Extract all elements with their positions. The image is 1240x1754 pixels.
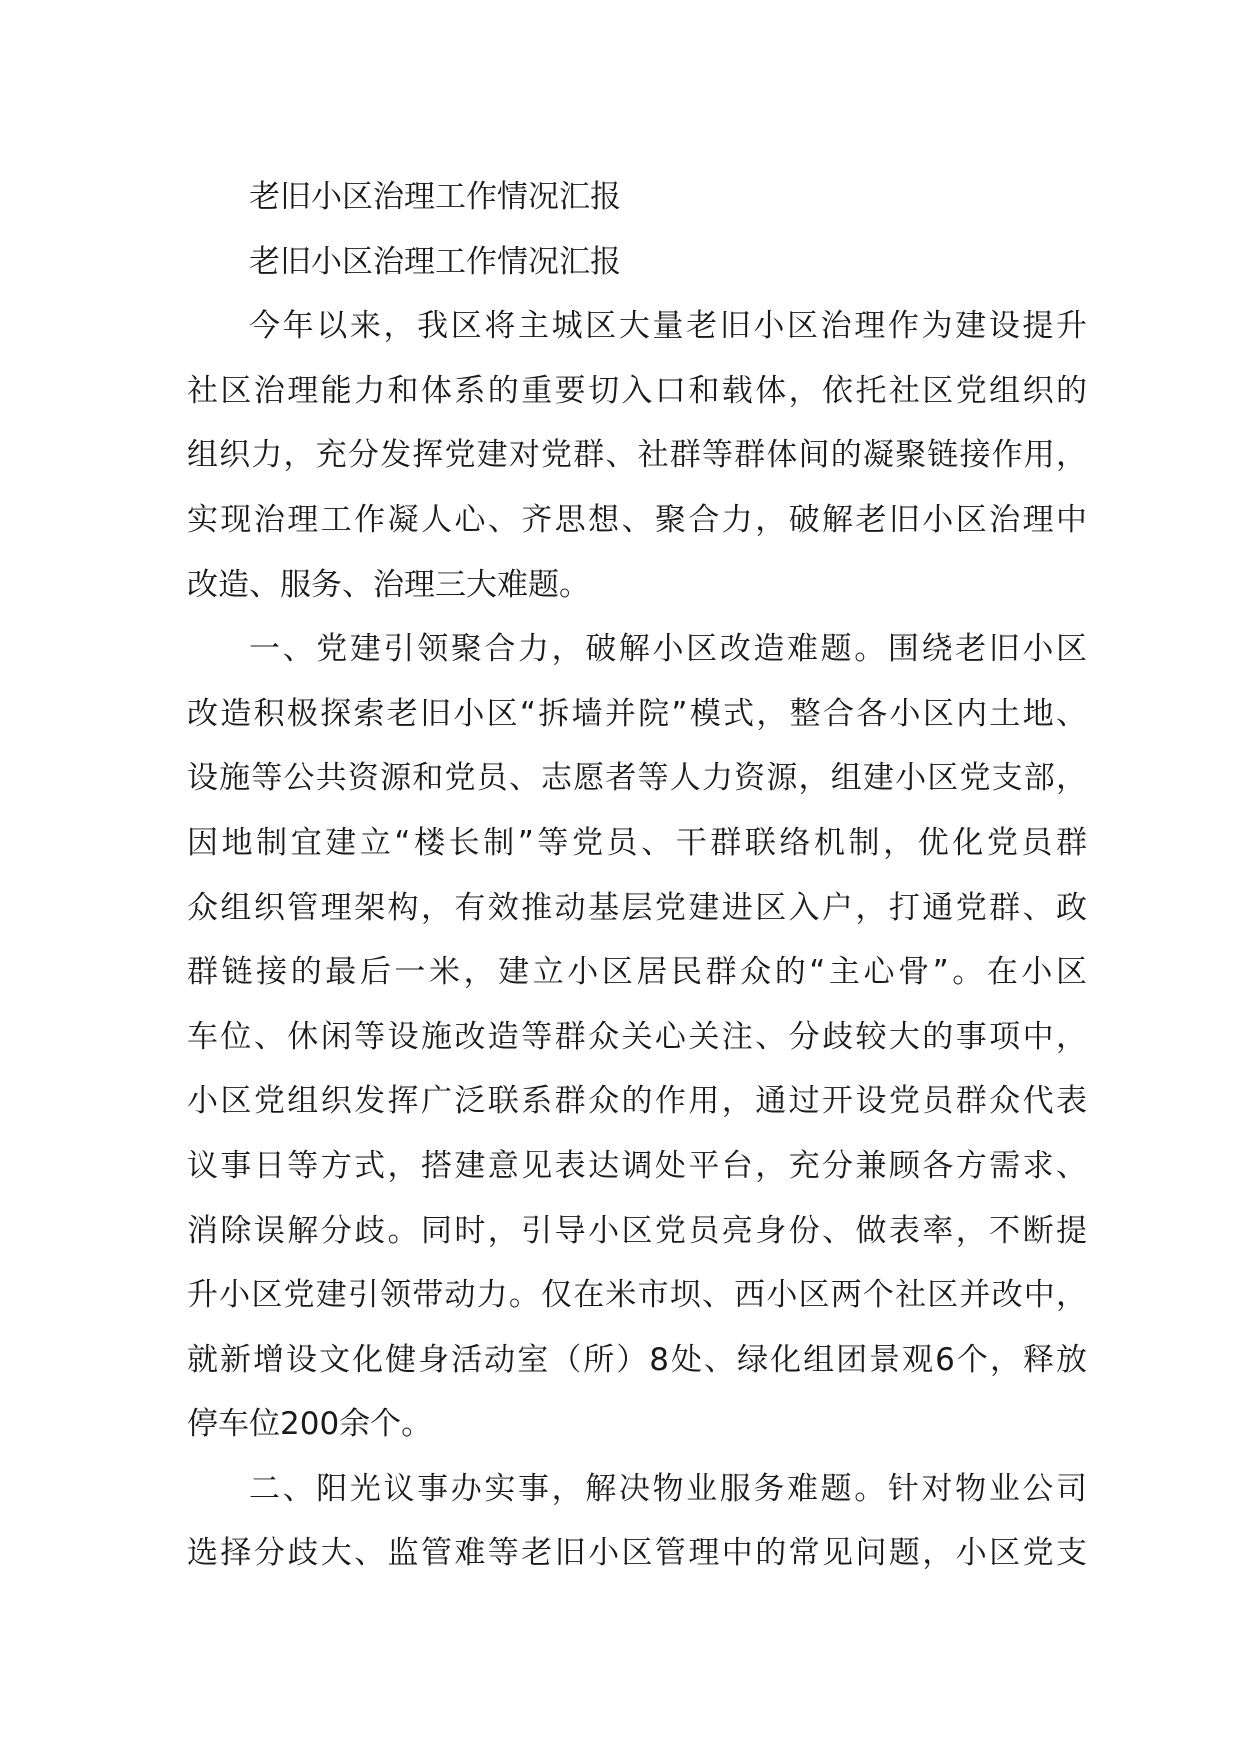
paragraph-section-1 [187,617,1087,1457]
text-line: 改造、服务、治理三大难题。 [187,566,590,603]
text-line: 社区治理能力和体系的重要切入口和载体，依托社区党组织的 [187,372,1087,409]
text-line: 选择分歧大、监管难等老旧小区管理中的常见问题，小区党支 [187,1535,1087,1572]
text-line: 消除误解分歧。同时，引导小区党员亮身份、做表率，不断提 [187,1212,1087,1249]
text-line: 车位、休闲等设施改造等群众关心关注、分歧较大的事项中， [187,1018,1087,1055]
text-line: 小区党组织发挥广泛联系群众的作用，通过开设党员群众代表 [187,1083,1087,1120]
text-line: 因地制宜建立“楼长制”等党员、干群联络机制，优化党员群 [187,824,1087,861]
text-line: 群链接的最后一米，建立小区居民群众的“主心骨”。在小区 [187,954,1087,991]
text-line: 就新增设文化健身活动室（所）8处、绿化组团景观6个，释放 [187,1341,1087,1378]
text-line: 停车位200余个。 [187,1406,433,1443]
text-line: 二、阳光议事办实事，解决物业服务难题。针对物业公司 [249,1470,1087,1507]
text-line: 众组织管理架构，有效推动基层党建进区入户，打通党群、政 [187,889,1087,926]
text-line: 实现治理工作凝人心、齐思想、聚合力，破解老旧小区治理中 [187,501,1087,538]
paragraph-section-2 [187,1457,1087,1586]
text-line: 设施等公共资源和党员、志愿者等人力资源，组建小区党支部， [187,760,1087,797]
document-title: 老旧小区治理工作情况汇报 [249,179,621,215]
paragraph-intro [187,294,1087,617]
text-line: 一、党建引领聚合力，破解小区改造难题。围绕老旧小区 [249,631,1087,668]
document-body [187,165,1087,1586]
text-line: 议事日等方式，搭建意见表达调处平台，充分兼顾各方需求、 [187,1147,1087,1184]
text-line: 升小区党建引领带动力。仅在米市坝、西小区两个社区并改中， [187,1277,1087,1314]
text-line: 今年以来，我区将主城区大量老旧小区治理作为建设提升 [249,308,1087,345]
text-line: 改造积极探索老旧小区“拆墙并院”模式，整合各小区内土地、 [187,695,1087,732]
document-title-repeat: 老旧小区治理工作情况汇报 [249,243,621,280]
text-line: 组织力，充分发挥党建对党群、社群等群体间的凝聚链接作用， [187,437,1087,474]
